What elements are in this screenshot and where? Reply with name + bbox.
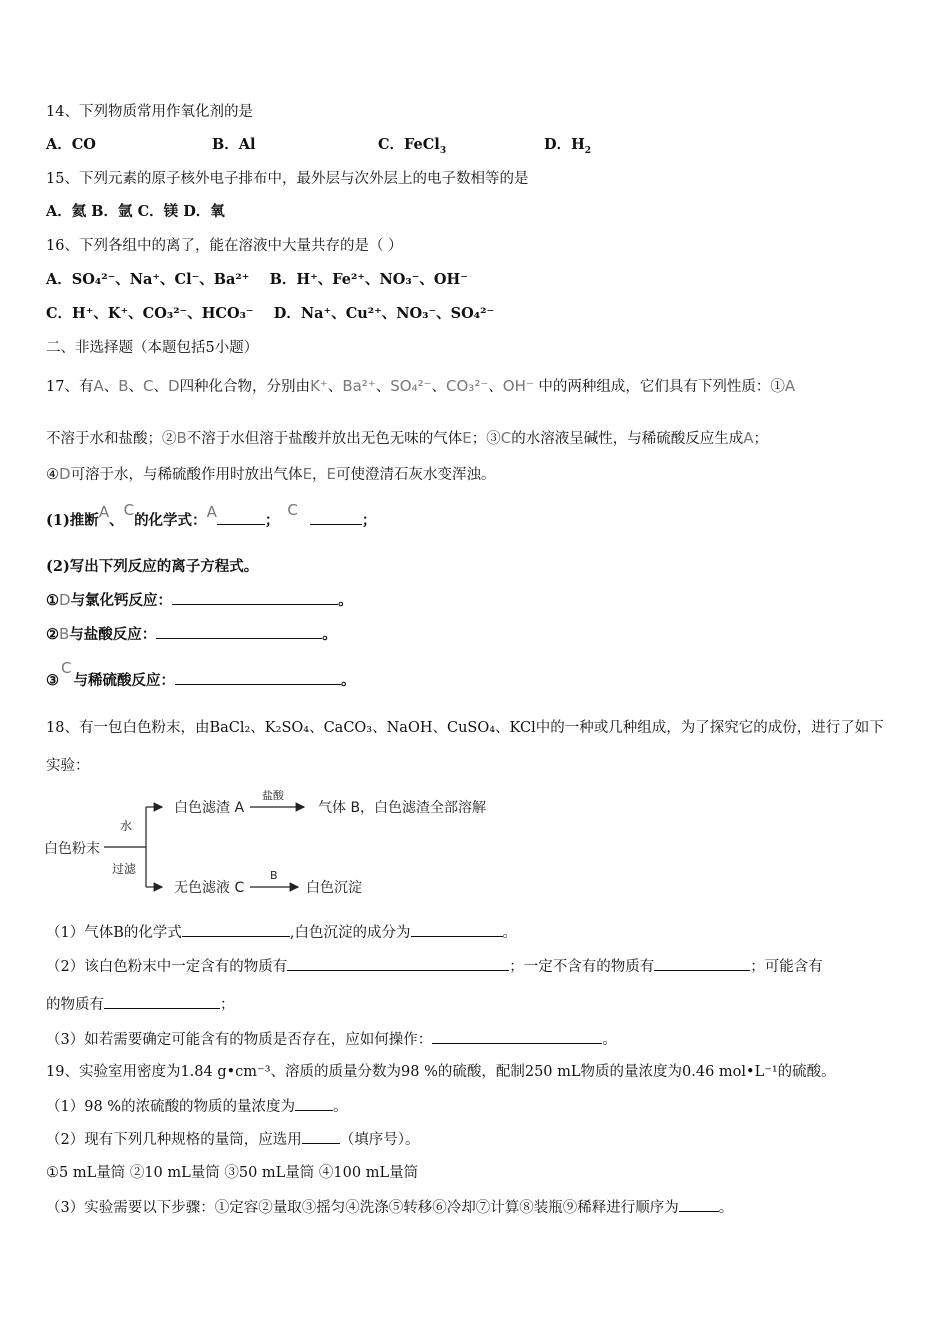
- q17-line-1: 17、有A、B、C、D四种化合物，分别由K⁺、Ba²⁺、SO₄²⁻、CO₃²⁻、OH⁻ 中的两种组成，它们具有下列性质：①A: [46, 377, 796, 395]
- q16-b-ion: NO₃⁻: [379, 271, 420, 288]
- q18-answer-blank[interactable]: [287, 956, 509, 971]
- q17-line-2: 不溶于水和盐酸；②B不溶于水但溶于盐酸并放出无色无味的气体E；③C的水溶液呈碱性，与稀硫酸反应生成A；: [46, 429, 769, 447]
- q18-stem-cont: 实验：: [46, 758, 90, 774]
- q16-a-ion: SO₄²⁻: [71, 271, 116, 288]
- q17-answer-blank[interactable]: [156, 624, 322, 639]
- diagram-water: 水: [120, 819, 133, 833]
- q16-b-ion: OH⁻: [433, 271, 468, 288]
- diagram-ppt: 白色沉淀: [306, 880, 362, 896]
- q18-part-2-cont: 的物质有 ；: [46, 994, 235, 1015]
- q16-d-ion: Cu²⁺: [345, 305, 382, 322]
- q17-part-1: (1)推断A、C的化学式：A ；C；: [46, 501, 377, 529]
- diagram-residue: 白色滤渣 A: [174, 800, 245, 816]
- q18-answer-blank[interactable]: [104, 994, 220, 1009]
- section-title: 二、非选择题（本题包括5小题）: [46, 340, 259, 356]
- q17-line-3: ④D可溶于水，与稀硫酸作用时放出气体E，E可使澄清石灰水变浑浊。: [46, 465, 496, 483]
- q14-option-b: B．Al: [212, 136, 256, 153]
- q17-reaction-2: ②B与盐酸反应： 。: [46, 625, 337, 643]
- diagram-reagent: B: [270, 869, 278, 882]
- q18-answer-blank[interactable]: [654, 956, 750, 971]
- q18-answer-blank[interactable]: [182, 922, 290, 937]
- q19-part-3: （3）实验需要以下步骤：①定容②量取③摇匀④洗涤⑤转移⑥冷却⑦计算⑧装瓶⑨稀释进行顺序为 。: [46, 1197, 733, 1218]
- q19-answer-blank[interactable]: [302, 1129, 340, 1144]
- q14-option-d: D．$H_2$: [544, 136, 592, 156]
- q17-answer-blank[interactable]: [172, 590, 338, 605]
- q16-c-ion: H⁺: [72, 305, 94, 322]
- q14-options: [46, 135, 591, 161]
- q19-part-1: （1）98 %的浓硫酸的物质的量浓度为 。: [46, 1096, 348, 1117]
- q18-part-2: （2）该白色粉末中一定含有的物质有 ；一定不含有的物质有 ；可能含有: [46, 956, 823, 977]
- diagram-start: 白色粉末: [44, 841, 100, 857]
- q16-d-ion: SO₄²⁻: [450, 305, 495, 322]
- diagram-acid: 盐酸: [262, 790, 284, 802]
- q19-answer-blank[interactable]: [295, 1096, 333, 1111]
- q19-stem: 19、实验室用密度为1.84 g•cm⁻³、溶质的质量分数为98 %的硫酸，配制250 mL物质的量浓度为0.46 mol•L⁻¹的硫酸。: [46, 1064, 836, 1080]
- q16-a-ion: Ba²⁺: [213, 271, 250, 288]
- q17-reaction-1: ①D与氯化钙反应： 。: [46, 591, 353, 609]
- q16-a-ion: Cl⁻: [174, 271, 200, 288]
- q17-reaction-3: ③C与稀硫酸反应： 。: [46, 659, 356, 689]
- q18-answer-blank[interactable]: [432, 1029, 602, 1044]
- q17-answer-blank[interactable]: [175, 670, 341, 685]
- q16-c-ion: CO₃²⁻: [142, 305, 188, 322]
- q17-part-2: (2)写出下列反应的离子方程式。: [46, 558, 259, 575]
- q16-b-ion: H⁺: [296, 271, 318, 288]
- q17-answer-blank[interactable]: [217, 510, 265, 525]
- q16-options-cd: C．H⁺、K⁺、CO₃²⁻、HCO₃⁻ D．Na⁺、Cu²⁺、NO₃⁻、SO₄²⁻: [46, 305, 495, 322]
- q19-answer-blank[interactable]: [679, 1197, 719, 1212]
- q16-c-ion: K⁺: [107, 305, 129, 322]
- q15-options: A．氦 B．氩 C．镁 D．氧: [46, 203, 225, 220]
- diagram-gas: 气体 B，白色滤渣全部溶解: [318, 800, 487, 816]
- q15-stem: 15、下列元素的原子核外电子排布中，最外层与次外层上的电子数相等的是: [46, 171, 529, 187]
- q14-option-c: C．FeCl$_3$: [378, 136, 447, 156]
- diagram-filtrate: 无色滤液 C: [174, 880, 245, 896]
- q16-stem: 16、下列各组中的离了，能在溶液中大量共存的是（ ）: [46, 238, 403, 254]
- q16-a-ion: Na⁺: [129, 271, 161, 288]
- q19-cylinders: ①5 mL量筒 ②10 mL量筒 ③50 mL量筒 ④100 mL量筒: [46, 1165, 419, 1181]
- q18-part-1: （1）气体B的化学式 ,白色沉淀的成分为 。: [46, 922, 517, 943]
- q18-flow-diagram: [42, 790, 512, 900]
- q17-answer-blank[interactable]: [310, 510, 362, 525]
- diagram-filter: 过滤: [112, 862, 137, 876]
- q16-b-ion: Fe²⁺: [332, 271, 365, 288]
- q14-stem: 14、下列物质常用作氧化剂的是: [46, 104, 253, 120]
- q16-d-ion: NO₃⁻: [396, 305, 437, 322]
- q16-d-ion: Na⁺: [300, 305, 332, 322]
- q16-c-ion: HCO₃⁻: [201, 305, 254, 322]
- q19-part-2: （2）现有下列几种规格的量筒，应选用 （填序号）。: [46, 1129, 419, 1150]
- q18-part-3: （3）如若需要确定可能含有的物质是否存在，应如何操作： 。: [46, 1029, 617, 1050]
- q18-answer-blank[interactable]: [411, 922, 503, 937]
- q18-stem: 18、有一包白色粉末，由BaCl₂、K₂SO₄、CaCO₃、NaOH、CuSO₄、KCl中的一种或几种组成，为了探究它的成份，进行了如下: [46, 720, 884, 736]
- q16-options-ab: A．SO₄²⁻、Na⁺、Cl⁻、Ba²⁺ B．H⁺、Fe²⁺、NO₃⁻、OH⁻: [46, 271, 468, 288]
- q14-option-a: A．CO: [46, 136, 96, 153]
